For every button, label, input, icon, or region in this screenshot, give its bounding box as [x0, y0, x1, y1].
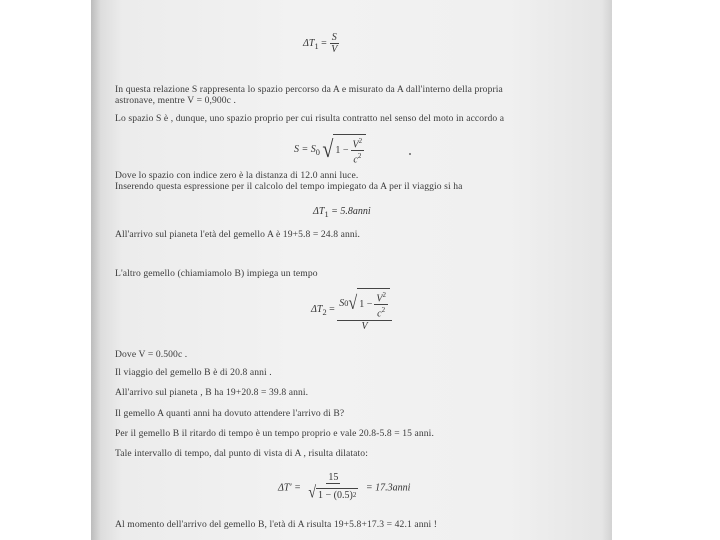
eq2-c-exp: 2 [357, 152, 362, 161]
page-left-shadow [91, 0, 101, 540]
eq4-denominator: V [361, 320, 368, 332]
eq4-c-exp: 2 [381, 306, 386, 315]
eq4-c: c [377, 308, 382, 320]
equation-length-contraction: $S = S_0$ √ 1 − $\frac{V^2}{c^2}$ [294, 134, 366, 166]
eq4-lhs: ΔT [311, 304, 323, 316]
document-page [91, 0, 612, 540]
equation-dilated-time: ΔT' = 15 √ 1 − (0.5) 2 = 17.3anni [278, 472, 411, 503]
paragraph-line: Tale intervallo di tempo, dal punto di vista di A , risulta dilatato: [115, 448, 368, 459]
eq3-rhs: = 5.8anni [328, 206, 371, 217]
eq4-v-exp: 2 [382, 291, 386, 299]
page-right-shadow [602, 0, 612, 540]
paragraph-line: Lo spazio S è , dunque, uno spazio proprio per cui risulta contratto nel senso del moto in accordo a [115, 113, 505, 124]
paragraph-line: Dove V = 0.500c . [115, 349, 188, 360]
eq4-s-sub: 0 [344, 299, 349, 309]
paragraph-line: L'altro gemello (chiamiamolo B) impiega un tempo [115, 268, 318, 279]
paragraph-line: Inserendo questa espressione per il calcolo del tempo impiegato da A per il viaggio si ha [115, 181, 463, 192]
eq2-c: c [353, 154, 358, 166]
eq3-lhs: ΔT [313, 206, 325, 217]
speck [409, 153, 411, 155]
eq5-rhs: = 17.3anni [365, 482, 411, 494]
eq4-v: V [376, 293, 383, 305]
paragraph-line: Dove lo spazio con indice zero è la distanza di 12.0 anni luce. [115, 170, 359, 181]
eq4-sub: 2 [322, 308, 327, 318]
paragraph-line: Per il gemello B il ritardo di tempo è un tempo proprio e vale 20.8-5.8 = 15 anni. [115, 428, 434, 439]
paragraph-line: Il gemello A quanti anni ha dovuto attendere l'arrivo di B? [115, 408, 345, 419]
eq5-numerator: 15 [328, 472, 339, 483]
eq4-one-minus: 1 − [359, 299, 373, 311]
eq2-sub: 0 [315, 148, 320, 158]
paragraph-line: In questa relazione S rappresenta lo spazio percorso da A e misurato da A dall'interno della propria [115, 84, 503, 95]
eq1-sub: 1 [314, 41, 319, 51]
paragraph-line: Il viaggio del gemello B è di 20.8 anni . [115, 367, 272, 378]
eq4-s: S [339, 298, 345, 310]
eq1-lhs: ΔT [303, 37, 315, 49]
eq2-one-minus: 1 − [335, 145, 349, 157]
eq2-v: V [352, 139, 359, 151]
paragraph-line: All'arrivo sul pianeta , B ha 19+20.8 = 39.8 anni. [115, 387, 309, 398]
eq3-sub: 1 [324, 210, 329, 219]
eq5-exp: 2 [352, 490, 357, 499]
equation-delta-t2: $\Delta T_2$ = S 0 √ 1 − $\frac{V^2}{c^2}$ V [311, 288, 392, 332]
eq5-radicand: 1 − (0.5) [318, 489, 353, 501]
paragraph-line: All'arrivo sul pianeta l'età del gemello A è 19+5.8 = 24.8 anni. [115, 229, 361, 240]
paragraph-line: astronave, mentre V = 0,900c . [115, 95, 237, 106]
eq5-lhs: ΔT' = [278, 482, 301, 494]
eq1-denominator: V [331, 44, 338, 55]
equation-delta-t1: $\Delta T_1$ = $\frac{S}{V}$ [303, 32, 338, 55]
eq1-numerator: S [331, 32, 337, 43]
eq2-v-exp: 2 [358, 137, 363, 145]
paragraph-line: Al momento dell'arrivo del gemello B, l'età di A risulta 19+5.8+17.3 = 42.1 anni ! [115, 519, 438, 530]
eq2-lhs: S = S [294, 144, 316, 156]
equation-delta-t1-result [313, 206, 371, 219]
